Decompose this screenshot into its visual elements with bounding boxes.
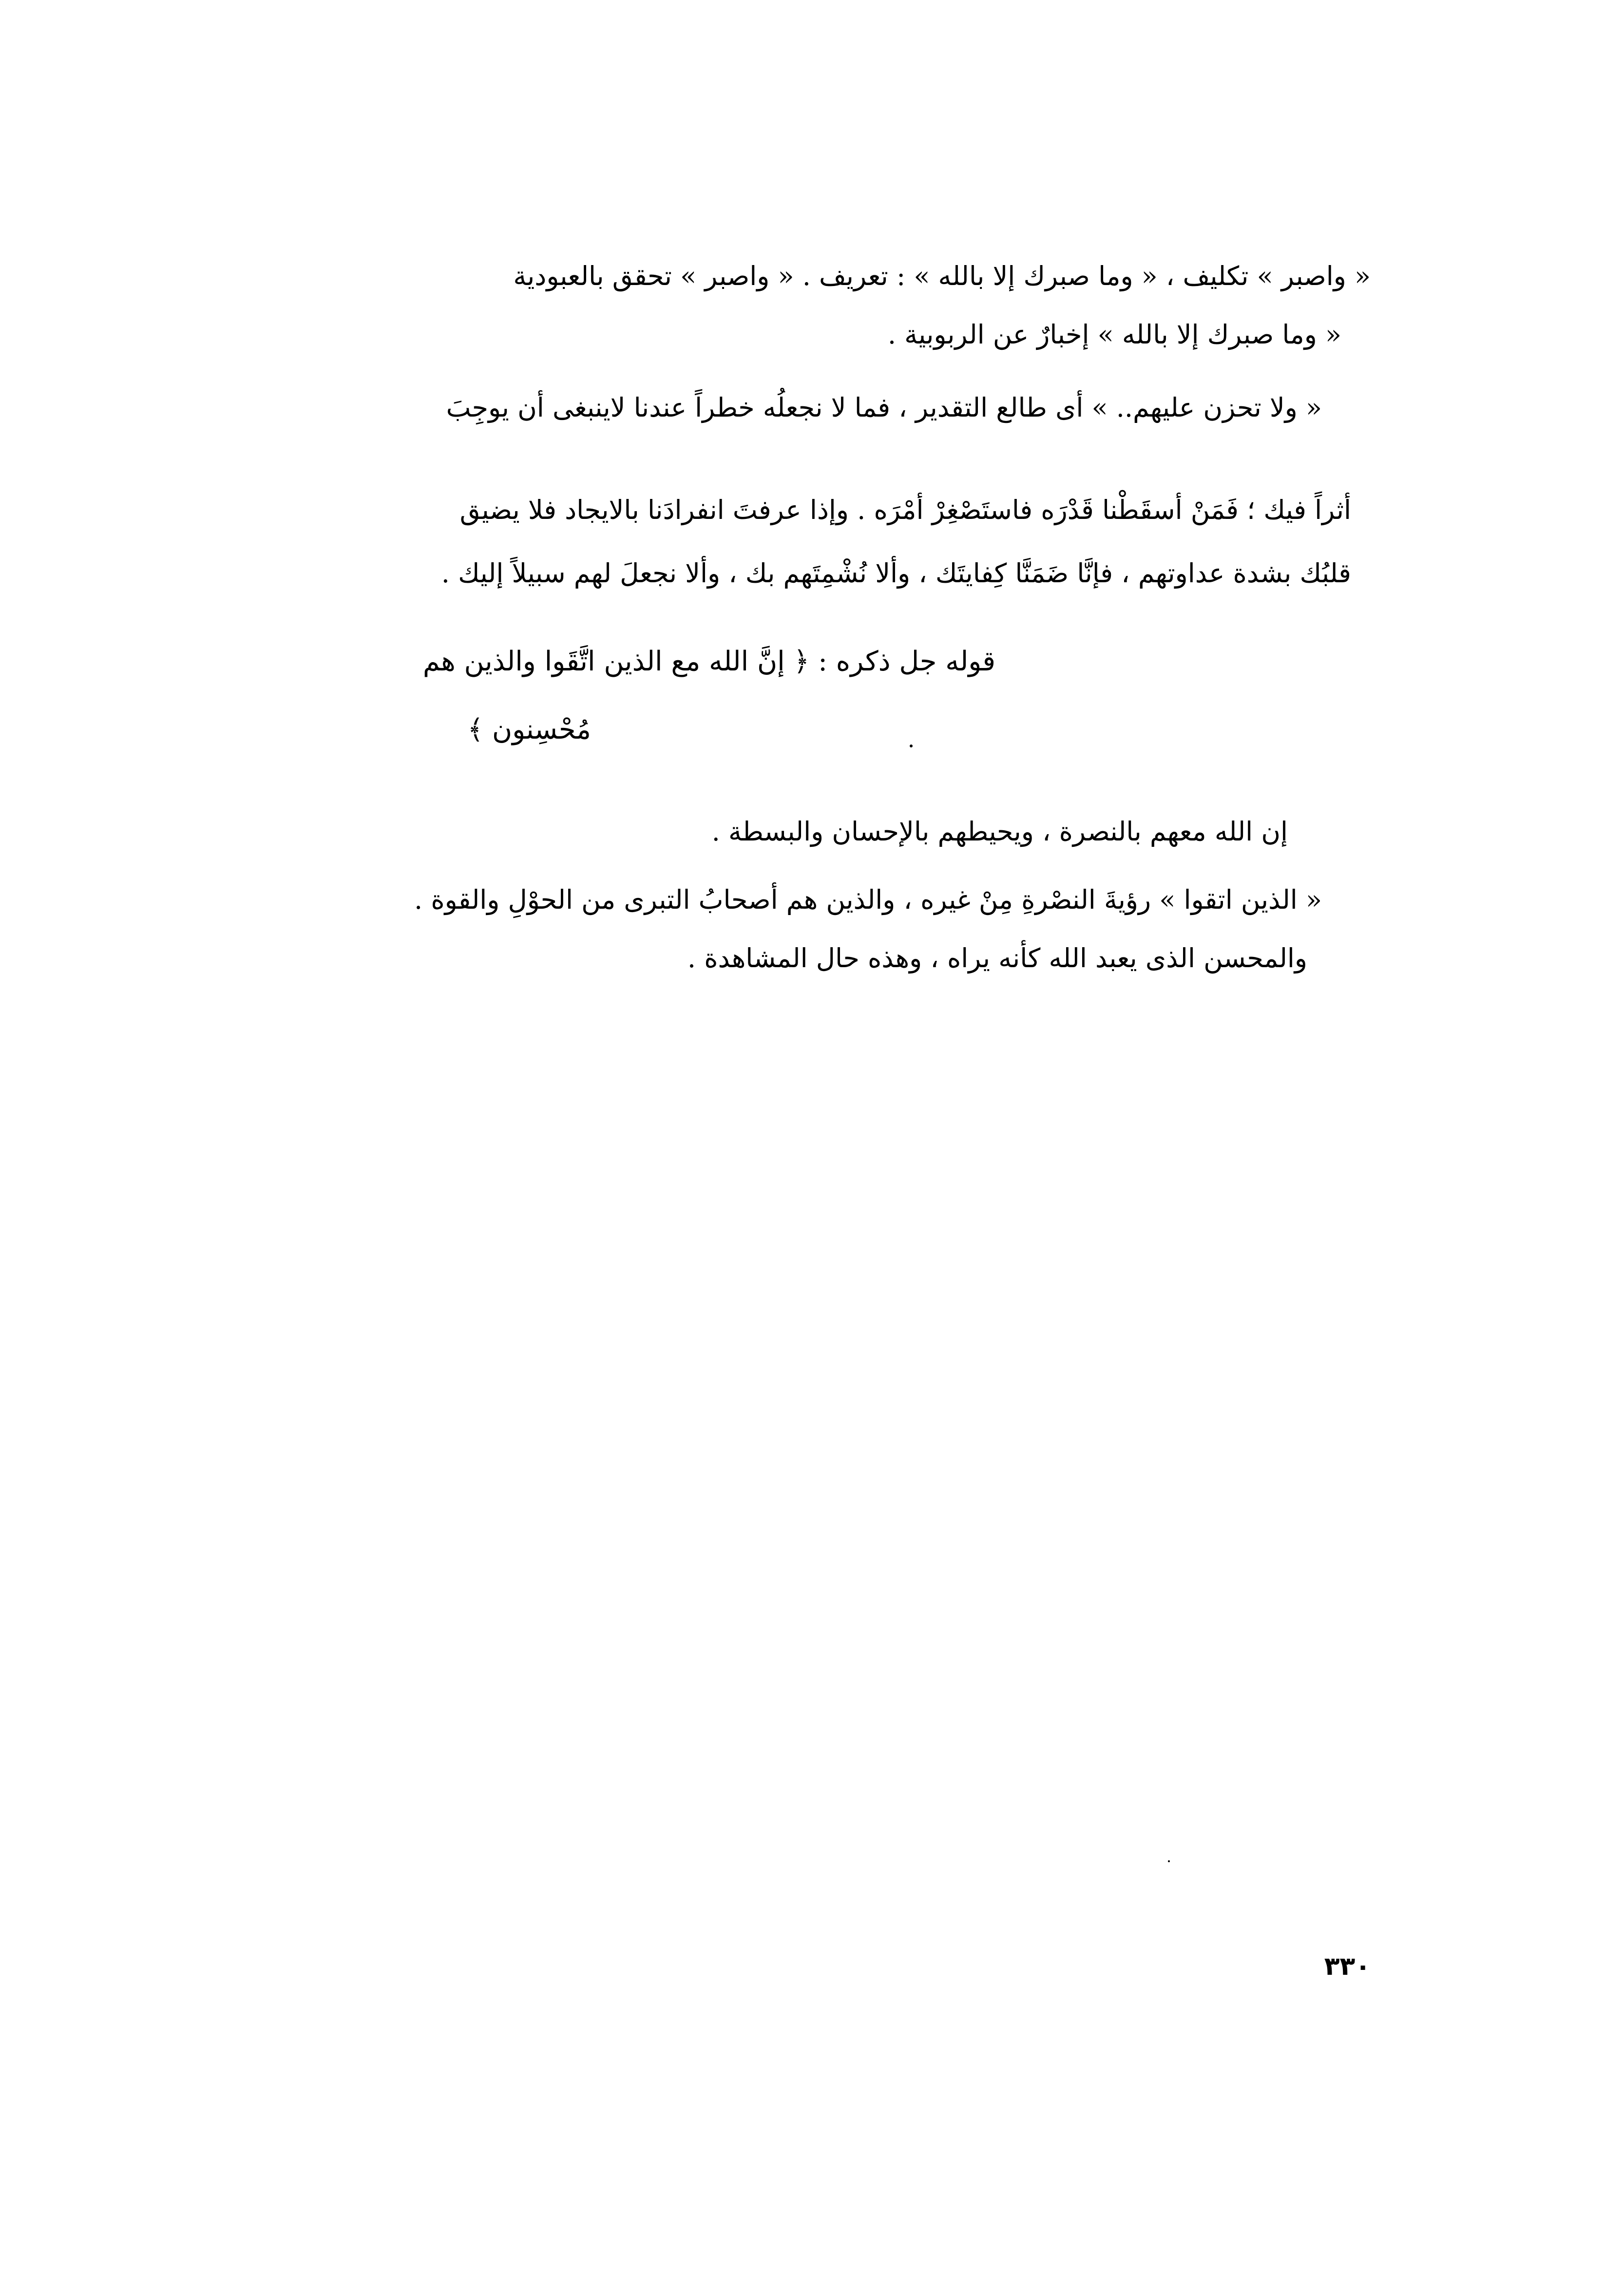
stray-mark xyxy=(910,745,913,747)
paragraph-2-line-3: قلبُك بشدة عداوتهم ، فإنَّا ضَمَنَّا كِفايتَك ، وألا نُشْمِتَهم بك ، وألا نجعلَ لهم سبيلاً إليك . xyxy=(441,558,1351,589)
verse-heading-line-2: مُحْسِنون ﴾ xyxy=(467,714,591,745)
commentary-line-2: « الذين اتقوا » رؤيةَ النصْرةِ مِنْ غيره ، والذين هم أصحابُ التبرى من الحوْلِ والقوة . xyxy=(414,884,1322,915)
page-number: ٣٣٠ xyxy=(1324,1952,1371,1981)
commentary-line-1: إن الله معهم بالنصرة ، ويحيطهم بالإحسان والبسطة . xyxy=(711,816,1288,847)
verse-heading-line-1: قوله جل ذكره : ﴿ إنَّ الله مع الذين اتَّقَوا والذين هم xyxy=(422,646,995,677)
stray-mark-2 xyxy=(1168,1860,1170,1862)
paragraph-1-line-1: « واصبر » تكليف ، « وما صبرك إلا بالله » : تعريف . « واصبر » تحقق بالعبودية xyxy=(513,261,1371,291)
paragraph-2-line-1: « ولا تحزن عليهم.. » أى طالع التقدير ، فما لا نجعلُه خطراً عندنا لاينبغى أن يوجِبَ xyxy=(446,392,1322,423)
paragraph-2-line-2: أثراً فيك ؛ فَمَنْ أسقَطْنا قَدْرَه فاستَصْغِرْ أمْرَه . وإذا عرفتَ انفرادَنا بالايجاد فلا يضيق xyxy=(459,495,1351,525)
paragraph-1-line-2: « وما صبرك إلا بالله » إخبارٌ عن الربوبية . xyxy=(887,319,1341,350)
commentary-line-3: والمحسن الذى يعبد الله كأنه يراه ، وهذه حال المشاهدة . xyxy=(687,943,1307,974)
